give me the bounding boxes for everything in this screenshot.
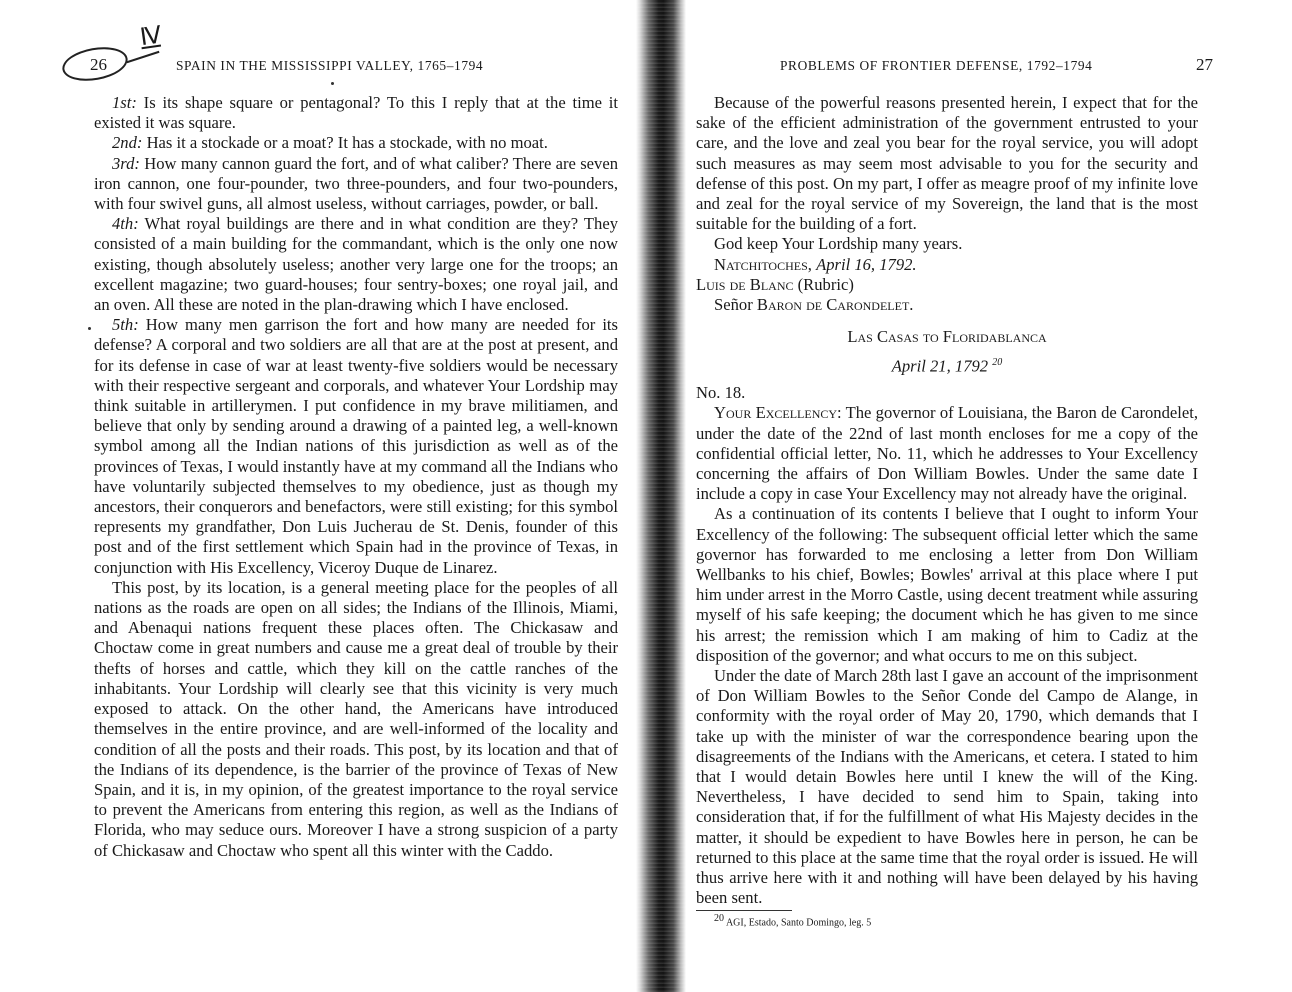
handwritten-volume-annotation: IV — [138, 20, 162, 52]
paragraph-text: The governor of Louisiana, the Baron de Carondelet, under the date of the 22nd of last month encloses for me a copy of the confidential official letter, No. 11, which he addresses to Your Excellency concerning the affairs of Don William Bowles. Under the same date I include a copy in case Your Excellency may not already have the original. — [696, 403, 1198, 504]
document-date — [696, 353, 1198, 377]
document-title: Las Casas to Floridablanca — [847, 327, 1047, 347]
paragraph-text: Is its shape square or pentagonal? To this I reply that at the time it existed it was square. — [94, 93, 618, 133]
annotation-stroke — [127, 51, 160, 63]
question-label: 5th: — [112, 315, 139, 335]
addressee-line — [696, 295, 1198, 315]
footnote-rule — [696, 910, 792, 911]
salutation: Your Excellency: — [714, 403, 842, 423]
signature-line — [696, 275, 1198, 295]
paragraph-salutation — [696, 403, 1198, 504]
place-date-line — [696, 255, 1198, 275]
footnote-reference: 20 — [992, 357, 1003, 369]
document-number: No. 18. — [696, 383, 746, 403]
right-body-text — [696, 93, 1198, 930]
right-page-number: 27 — [1196, 55, 1213, 74]
letter-date: April 16, 1792. — [816, 254, 917, 274]
addressee-prefix: Señor — [714, 295, 753, 315]
right-running-head: PROBLEMS OF FRONTIER DEFENSE, 1792–1794 — [780, 58, 1093, 73]
print-speck — [88, 327, 91, 330]
left-page-number: 26 — [90, 55, 107, 74]
paragraph-closing-request: Because of the powerful reasons presented herein, I expect that for the sake of the efficient administration of the government entrusted to your care, and the love and zeal you bear for the royal service, you will adopt such measures as may seem most advisable to you for the security and defense of this post. On my part, I offer as meagre proof of my infinite love and zeal for the royal service of my Sovereign, the land that is the most suitable for the building of a fort. — [696, 93, 1198, 234]
paragraph-text: Has it a stockade or a moat? It has a stockade, with no moat. — [142, 133, 548, 153]
signature-rubric: (Rubric) — [797, 274, 854, 294]
footnote-mark: 20 — [714, 913, 724, 925]
question-label: 4th: — [112, 214, 139, 234]
addressee-name: Baron de Carondelet. — [756, 295, 914, 315]
place-name: Natchitoches, — [714, 254, 812, 274]
right-page — [682, 0, 1292, 992]
footnote-text: AGI, Estado, Santo Domingo, leg. 5 — [725, 917, 872, 929]
paragraph-q3 — [94, 154, 618, 215]
footnote — [696, 913, 1198, 929]
paragraph-q4 — [94, 214, 618, 315]
closing-line: God keep Your Lordship many years. — [714, 234, 963, 254]
paragraph-q5 — [94, 315, 618, 578]
question-label: 1st: — [112, 93, 137, 112]
question-label: 2nd: — [112, 133, 143, 153]
paragraph-q1 — [94, 93, 618, 133]
paragraph-imprisonment: Under the date of March 28th last I gave an account of the imprisonment of Don William Bowles to the Señor Conde del Campo de Alange, in conformity with the royal order of May 20, 1790, which demands that I take up with the minister of war the correspondence bearing upon the disagreements of the Indians with the Americans, et cetera. I stated to him that I would detain Bowles here until I knew the will of the King. Nevertheless, I have decided to send him to Spain, taking into consideration that, if for the fulfillment of what His Majesty decides in the matter, it should be expedient to have Bowles here in person, he can be returned to this place at the same time that the royal order is issued. He will thus arrive here with it and nothing will have been delayed by his having been sent. — [696, 666, 1198, 908]
paragraph-text: How many men garrison the fort and how many are needed for its defense? A corporal and two soldiers are all that are at the post at present, and for its defense in case of war at least twenty-five soldiers would be necessary with their respective sergeant and corporals, and whatever Your Lordship may think suitable in artillerymen. I put confidence in my brave militiamen, and believe that only by sending around a drawing of a painted leg, a well-known symbol among all the Indian nations of this jurisdiction as well as of the provinces of Texas, I would instantly have at my command all the Indians who have voluntarily subjected themselves to my obedience, just as though my ancestors, their conquerors and benefactors, were still existing; for this symbol represents my grandfather, Don Luis Jucherau de St. Denis, founder of this post and of the first settlement which Spain had in the province of Texas, in conjunction with His Excellency, Viceroy Duque de Linarez. — [94, 315, 618, 577]
paragraph-q2 — [94, 133, 618, 153]
paragraph-continuation: As a continuation of its contents I believe that I ought to inform Your Excellency of the following: The subsequent official letter which the same governor has forwarded to me enclosing a letter from Don William Wellbanks to his chief, Bowles; Bowles' arrival at this place where I put him under arrest in the Morro Castle, using decent treatment while assuring myself of his safe keeping; the document which he has given to me since his arrest; the remission which I am making of him to Cadiz at the disposition of the governor; and what occurs to me on this subject. — [696, 504, 1198, 665]
left-page — [0, 0, 640, 992]
left-running-head: SPAIN IN THE MISSISSIPPI VALLEY, 1765–1794 — [176, 58, 484, 73]
signature-name: Luis de Blanc — [696, 274, 794, 294]
print-speck — [331, 82, 334, 85]
document-date-text: April 21, 1792 — [891, 356, 989, 376]
book-binding-gutter — [636, 0, 686, 992]
paragraph-text: What royal buildings are there and in what condition are they? They consisted of a main building for the commandant, which is the only one now existing, though absolutely useless; another very large one for the troops; an excellent magazine; two guard-houses; four sentry-boxes; one royal jail, and an oven. All these are noted in the plan-drawing which I have enclosed. — [94, 214, 618, 315]
paragraph-text: How many cannon guard the fort, and of what caliber? There are seven iron cannon, one four-pounder, two three-pounders, and four two-pounders, with four swivel guns, all almost useless, without carriages, powder, or ball. — [94, 153, 618, 214]
paragraph-text: This post, by its location, is a general meeting place for the peoples of all nations as the roads are open on all sides; the Indians of the Illinois, Miami, and Abenaqui nations frequent these places often. The Chickasaw and Choctaw come in great numbers and cause me a great deal of trouble by their thefts of horses and cattle, which they kill on the cattle ranches of the inhabitants. Your Lordship will clearly see that this vicinity is very much exposed to attack. On the other hand, the Americans have introduced themselves in the entire province, and are well-informed of the locality and condition of all the posts and their roads. This post, by its location and that of the Indians of its dependence, is the barrier of the province of Texas of New Spain, and it is, in my opinion, of the greatest importance to the royal service to prevent the Americans from entering this region, as well as the Indians of Florida, who may seduce ours. Moreover I have a strong suspicion of a party of Chickasaw and Choctaw who spent all this winter with the Caddo. — [94, 577, 618, 860]
question-label: 3rd: — [112, 153, 140, 173]
paragraph-post-location — [94, 578, 618, 861]
left-body-text — [94, 93, 618, 861]
